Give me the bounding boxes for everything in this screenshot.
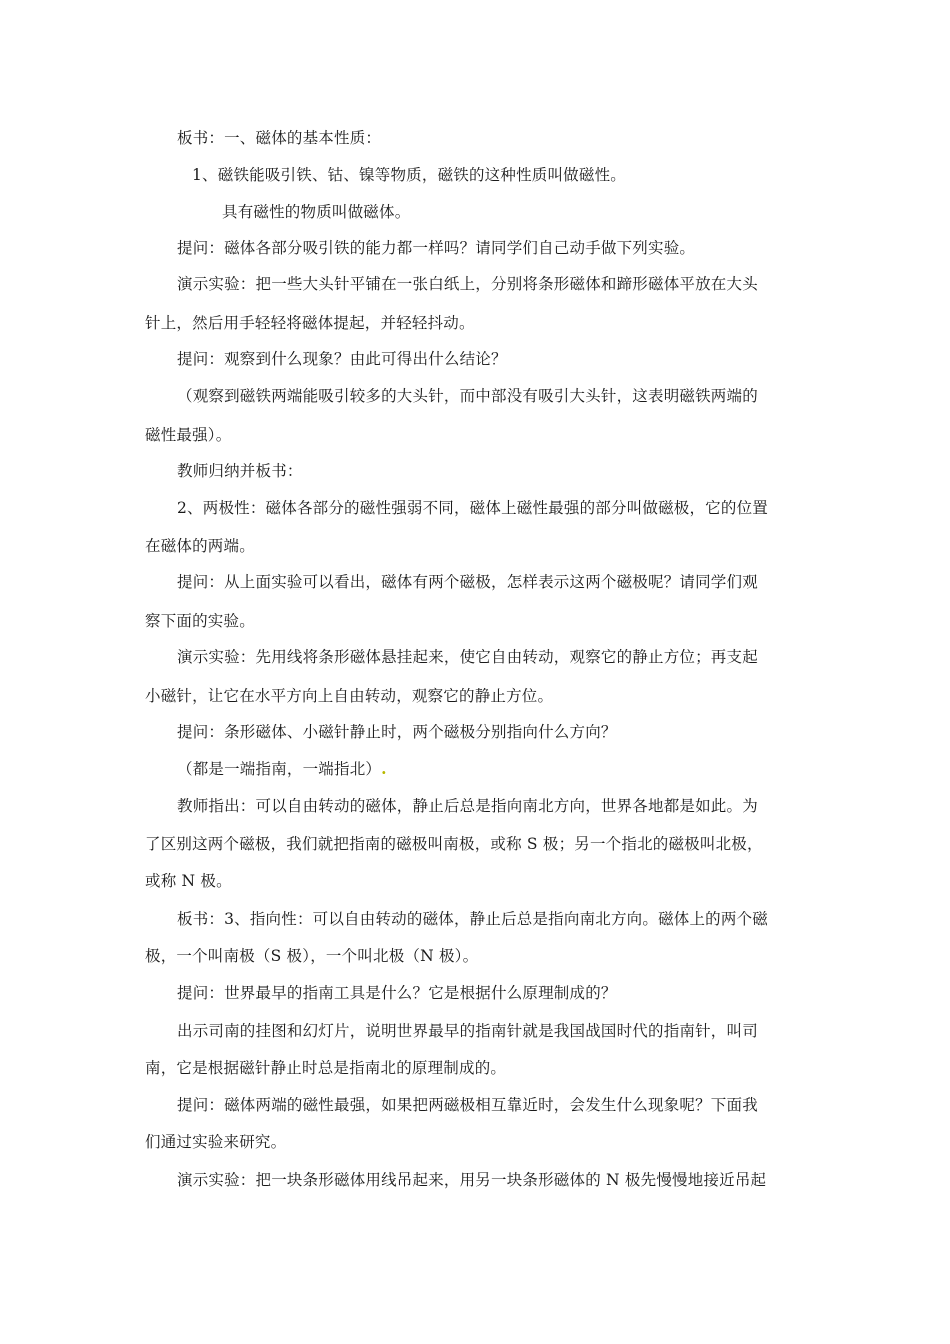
text-line: 演示实验：先用线将条形磁体悬挂起来，使它自由转动，观察它的静止方位；再支起 [177, 648, 758, 666]
text-line: 察下面的实验。 [145, 612, 255, 630]
text-line: 演示实验：把一块条形磁体用线吊起来，用另一块条形磁体的 N 极先慢慢地接近吊起 [177, 1171, 767, 1189]
text-line: 磁性最强）。 [145, 426, 232, 444]
text-line: 1、磁铁能吸引铁、钴、镍等物质，磁铁的这种性质叫做磁性。 [192, 166, 626, 184]
text-line: 或称 N 极。 [145, 872, 232, 890]
text-line: 演示实验：把一些大头针平铺在一张白纸上，分别将条形磁体和蹄形磁体平放在大头 [177, 275, 758, 293]
text-line: 提问：观察到什么现象？由此可得出什么结论？ [177, 350, 507, 368]
text-line: 教师指出：可以自由转动的磁体，静止后总是指向南北方向，世界各地都是如此。为 [177, 797, 758, 815]
text-line: 了区别这两个磁极，我们就把指南的磁极叫南极，或称 S 极；另一个指北的磁极叫北极， [145, 835, 763, 853]
text-line: 针上，然后用手轻轻将磁体提起，并轻轻抖动。 [145, 314, 475, 332]
text-line: 板书：3、指向性：可以自由转动的磁体，静止后总是指向南北方向。磁体上的两个磁 [177, 910, 768, 928]
text-line [177, 757, 387, 779]
text-line: 提问：磁体各部分吸引铁的能力都一样吗？请同学们自己动手做下列实验。 [177, 239, 696, 257]
text-span: （都是一端指南，一端指北） [177, 760, 382, 778]
text-line: 极，一个叫南极（S 极），一个叫北极（N 极）。 [145, 947, 479, 965]
text-line: 在磁体的两端。 [145, 537, 255, 555]
text-line: 2、两极性：磁体各部分的磁性强弱不同，磁体上磁性最强的部分叫做磁极，它的位置 [177, 499, 768, 517]
text-line: 小磁针，让它在水平方向上自由转动，观察它的静止方位。 [145, 687, 554, 705]
text-line: （观察到磁铁两端能吸引较多的大头针，而中部没有吸引大头针，这表明磁铁两端的 [177, 387, 758, 405]
text-line: 提问：条形磁体、小磁针静止时，两个磁极分别指向什么方向？ [177, 723, 617, 741]
text-line: 板书：一、磁体的基本性质： [177, 129, 382, 147]
text-line: 提问：世界最早的指南工具是什么？它是根据什么原理制成的？ [177, 984, 617, 1002]
text-line: 南，它是根据磁针静止时总是指南北的原理制成的。 [145, 1059, 507, 1077]
text-line: 提问：磁体两端的磁性最强，如果把两磁极相互靠近时，会发生什么现象呢？下面我 [177, 1096, 758, 1114]
text-line: 教师归纳并板书： [177, 462, 303, 480]
text-line: 们通过实验来研究。 [145, 1133, 287, 1151]
highlight-dot: . [381, 759, 387, 778]
text-line: 出示司南的挂图和幻灯片，说明世界最早的指南针就是我国战国时代的指南针，叫司 [177, 1022, 758, 1040]
text-line: 具有磁性的物质叫做磁体。 [222, 203, 411, 221]
text-line: 提问：从上面实验可以看出，磁体有两个磁极，怎样表示这两个磁极呢？请同学们观 [177, 573, 758, 591]
